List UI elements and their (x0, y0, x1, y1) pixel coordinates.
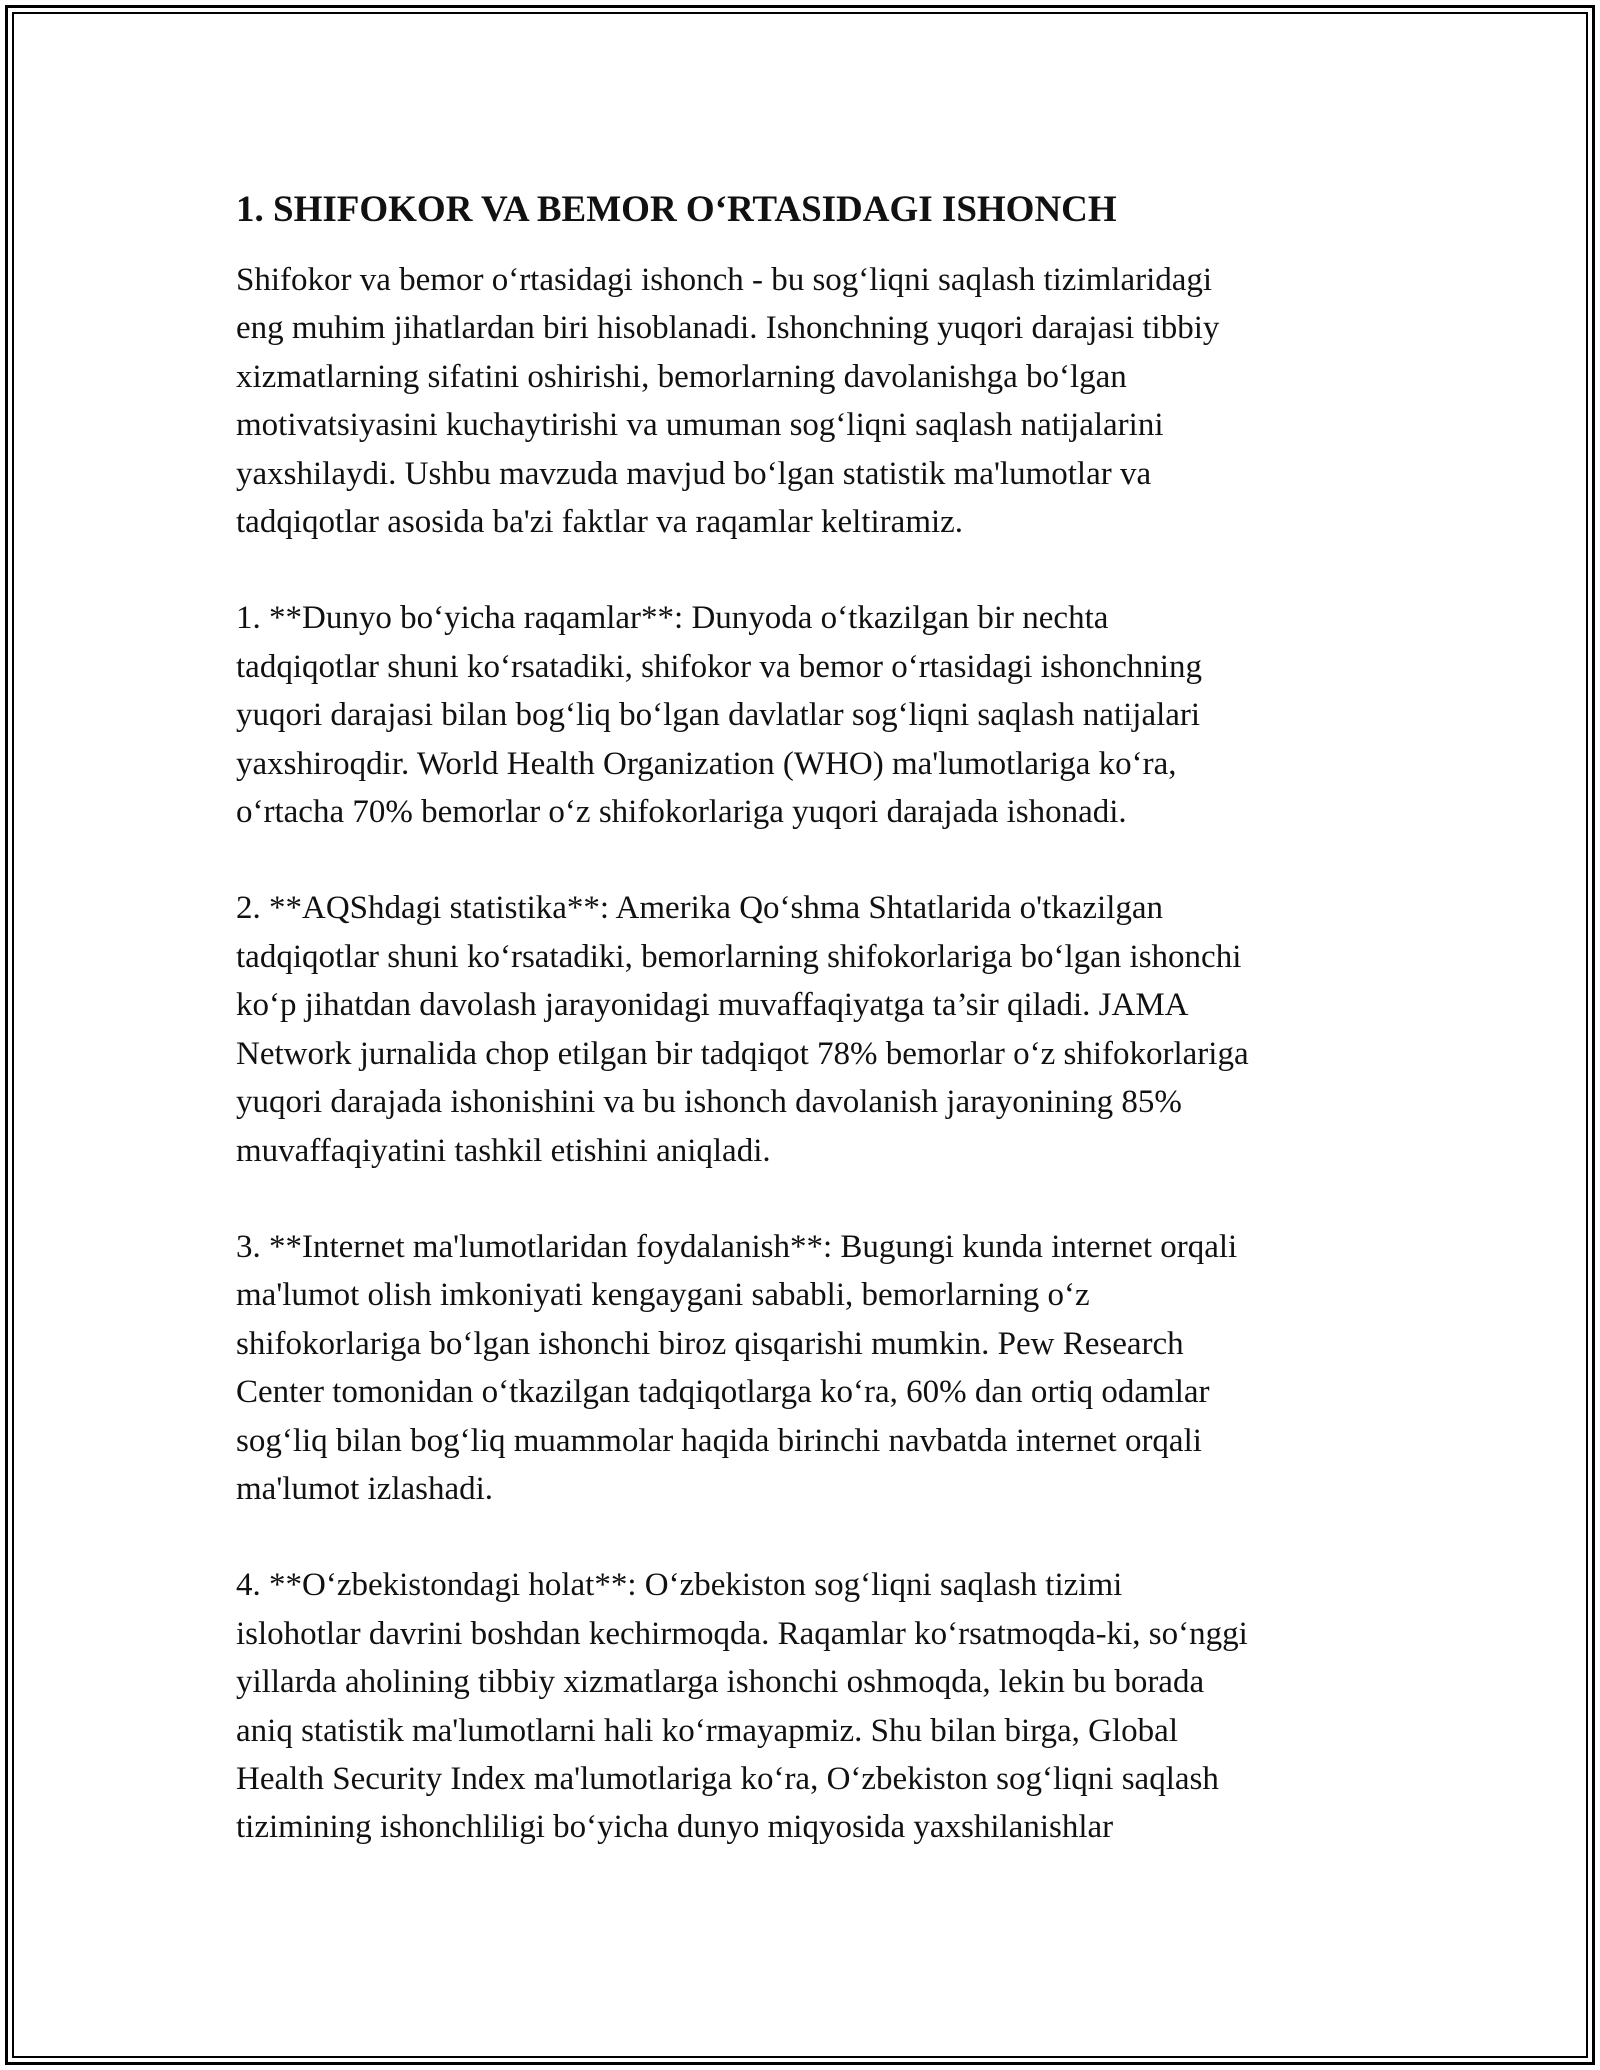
text-line: 2. **AQShdagi statistika**: Amerika Qo‘shma Shtatlarida o'tkazilgan (236, 890, 1164, 927)
text-line: yillarda aholining tibbiy xizmatlarga ishonchi oshmoqda, lekin bu borada (236, 1664, 1205, 1701)
intro-paragraph (236, 256, 1376, 546)
point-4-paragraph (236, 1561, 1376, 1851)
text-line: 4. **O‘zbekistondagi holat**: O‘zbekiston sog‘liqni saqlash tizimi (236, 1567, 1123, 1604)
document-title: 1. SHIFOKOR VA BEMOR O‘RTASIDAGI ISHONCH (236, 189, 1117, 230)
text-line: yaxshiroqdir. World Health Organization (WHO) ma'lumotlariga ko‘ra, (236, 745, 1177, 782)
document-body (236, 184, 1376, 1852)
text-line: Health Security Index ma'lumotlariga ko‘ra, O‘zbekiston sog‘liqni saqlash (236, 1760, 1219, 1797)
text-line: Shifokor va bemor o‘rtasidagi ishonch - bu sog‘liqni saqlash tizimlaridagi (236, 262, 1213, 298)
text-line: tadqiqotlar asosida ba'zi faktlar va raqamlar keltiramiz. (236, 504, 964, 541)
text-line: eng muhim jihatlardan biri hisoblanadi. Ishonchning yuqori darajasi tibbiy (236, 310, 1220, 347)
text-line: muvaffaqiyatini tashkil etishini aniqladi. (236, 1132, 771, 1169)
text-line: motivatsiyasini kuchaytirishi va umuman sog‘liqni saqlash natijalarini (236, 407, 1164, 444)
text-line: aniq statistik ma'lumotlarni hali ko‘rmayapmiz. Shu bilan birga, Global (236, 1712, 1178, 1749)
point-1-paragraph (236, 594, 1376, 836)
text-line: xizmatlarning sifatini oshirishi, bemorlarning davolanishga bo‘lgan (236, 358, 1127, 395)
text-line: shifokorlariga bo‘lgan ishonchi biroz qisqarishi mumkin. Pew Research (236, 1325, 1184, 1362)
text-line: 3. **Internet ma'lumotlaridan foydalanish**: Bugungi kunda internet orqali (236, 1228, 1238, 1265)
text-line: Network jurnalida chop etilgan bir tadqiqot 78% bemorlar o‘z shifokorlariga (236, 1035, 1249, 1072)
text-line: yuqori darajasi bilan bog‘liq bo‘lgan davlatlar sog‘liqni saqlash natijalari (236, 697, 1201, 734)
text-line: tadqiqotlar shuni ko‘rsatadiki, shifokor va bemor o‘rtasidagi ishonchning (236, 648, 1202, 685)
text-line: yaxshilaydi. Ushbu mavzuda mavjud bo‘lgan statistik ma'lumotlar va (236, 455, 1152, 492)
text-line: yuqori darajada ishonishini va bu ishonch davolanish jarayonining 85% (236, 1084, 1182, 1121)
text-line: sog‘liq bilan bog‘liq muammolar haqida birinchi navbatda internet orqali (236, 1422, 1202, 1459)
text-line: Center tomonidan o‘tkazilgan tadqiqotlarga ko‘ra, 60% dan ortiq odamlar (236, 1374, 1210, 1411)
text-line: o‘rtacha 70% bemorlar o‘z shifokorlariga yuqori darajada ishonadi. (236, 794, 1127, 831)
text-line: tizimining ishonchliligi bo‘yicha dunyo miqyosida yaxshilanishlar (236, 1809, 1114, 1846)
text-line: 1. **Dunyo bo‘yicha raqamlar**: Dunyoda o‘tkazilgan bir nechta (236, 600, 1109, 637)
text-line: ma'lumot olish imkoniyati kengaygani sababli, bemorlarning o‘z (236, 1277, 1090, 1314)
text-line: ko‘p jihatdan davolash jarayonidagi muvaffaqiyatga ta’sir qiladi. JAMA (236, 987, 1189, 1024)
text-line: islohotlar davrini boshdan kechirmoqda. Raqamlar ko‘rsatmoqda-ki, so‘nggi (236, 1615, 1248, 1652)
point-2-paragraph (236, 884, 1376, 1174)
point-3-paragraph (236, 1223, 1376, 1513)
text-line: tadqiqotlar shuni ko‘rsatadiki, bemorlarning shifokorlariga bo‘lgan ishonchi (236, 938, 1242, 975)
text-line: ma'lumot izlashadi. (236, 1470, 494, 1507)
